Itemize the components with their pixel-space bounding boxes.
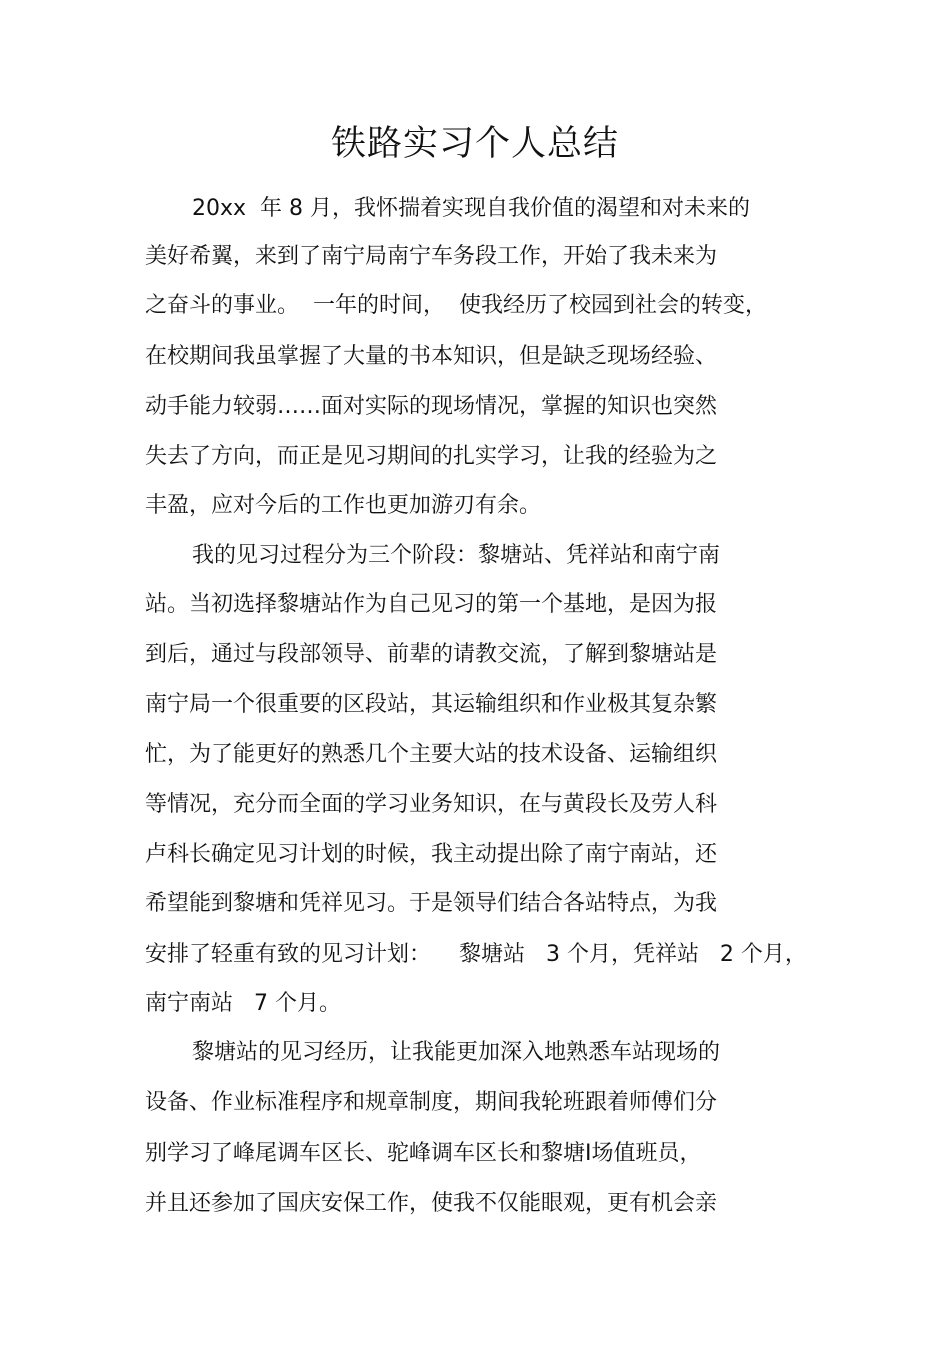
paragraph-2-line-10: 南宁南站 7 个月。 bbox=[145, 991, 341, 1016]
paragraph-3-line-2: 设备、作业标准程序和规章制度，期间我轮班跟着师傅们分 bbox=[145, 1090, 718, 1115]
paragraph-2-line-9: 安排了轻重有致的见习计划： 黎塘站 3 个月，凭祥站 2 个月， bbox=[145, 942, 807, 967]
paragraph-2-line-4: 南宁局一个很重要的区段站，其运输组织和作业极其复杂繁 bbox=[145, 692, 718, 717]
paragraph-2-line-7: 卢科长确定见习计划的时候，我主动提出除了南宁南站，还 bbox=[145, 842, 718, 867]
paragraph-1-line-4: 在校期间我虽掌握了大量的书本知识，但是缺乏现场经验、 bbox=[145, 344, 718, 369]
paragraph-1-line-5: 动手能力较弱……面对实际的现场情况，掌握的知识也突然 bbox=[145, 394, 718, 419]
paragraph-3-line-1: 黎塘站的见习经历，让我能更加深入地熟悉车站现场的 bbox=[192, 1040, 721, 1065]
paragraph-1-line-1: 20xx 年 8 月，我怀揣着实现自我价值的渴望和对未来的 bbox=[192, 196, 751, 221]
paragraph-1-line-7: 丰盈，应对今后的工作也更加游刃有余。 bbox=[145, 493, 542, 518]
paragraph-2-line-3: 到后，通过与段部领导、前辈的请教交流，了解到黎塘站是 bbox=[145, 642, 718, 667]
paragraph-2-line-6: 等情况，充分而全面的学习业务知识，在与黄段长及劳人科 bbox=[145, 792, 718, 817]
document-title: 铁路实习个人总结 bbox=[330, 124, 619, 164]
paragraph-1-line-3: 之奋斗的事业。 一年的时间， 使我经历了校园到社会的转变， bbox=[145, 293, 767, 318]
paragraph-2-line-5: 忙，为了能更好的熟悉几个主要大站的技术设备、运输组织 bbox=[145, 742, 718, 767]
paragraph-1-line-6: 失去了方向，而正是见习期间的扎实学习，让我的经验为之 bbox=[145, 444, 718, 469]
paragraph-2-line-1: 我的见习过程分为三个阶段：黎塘站、凭祥站和南宁南 bbox=[192, 543, 721, 568]
paragraph-2-line-2: 站。当初选择黎塘站作为自己见习的第一个基地，是因为报 bbox=[145, 592, 718, 617]
paragraph-2-line-8: 希望能到黎塘和凭祥见习。于是领导们结合各站特点，为我 bbox=[145, 891, 718, 916]
paragraph-1-line-2: 美好希翼，来到了南宁局南宁车务段工作，开始了我未来为 bbox=[145, 244, 718, 269]
paragraph-3-line-3: 别学习了峰尾调车区长、驼峰调车区长和黎塘Ⅰ场值班员， bbox=[145, 1141, 702, 1166]
paragraph-3-line-4: 并且还参加了国庆安保工作，使我不仅能眼观，更有机会亲 bbox=[145, 1191, 718, 1216]
